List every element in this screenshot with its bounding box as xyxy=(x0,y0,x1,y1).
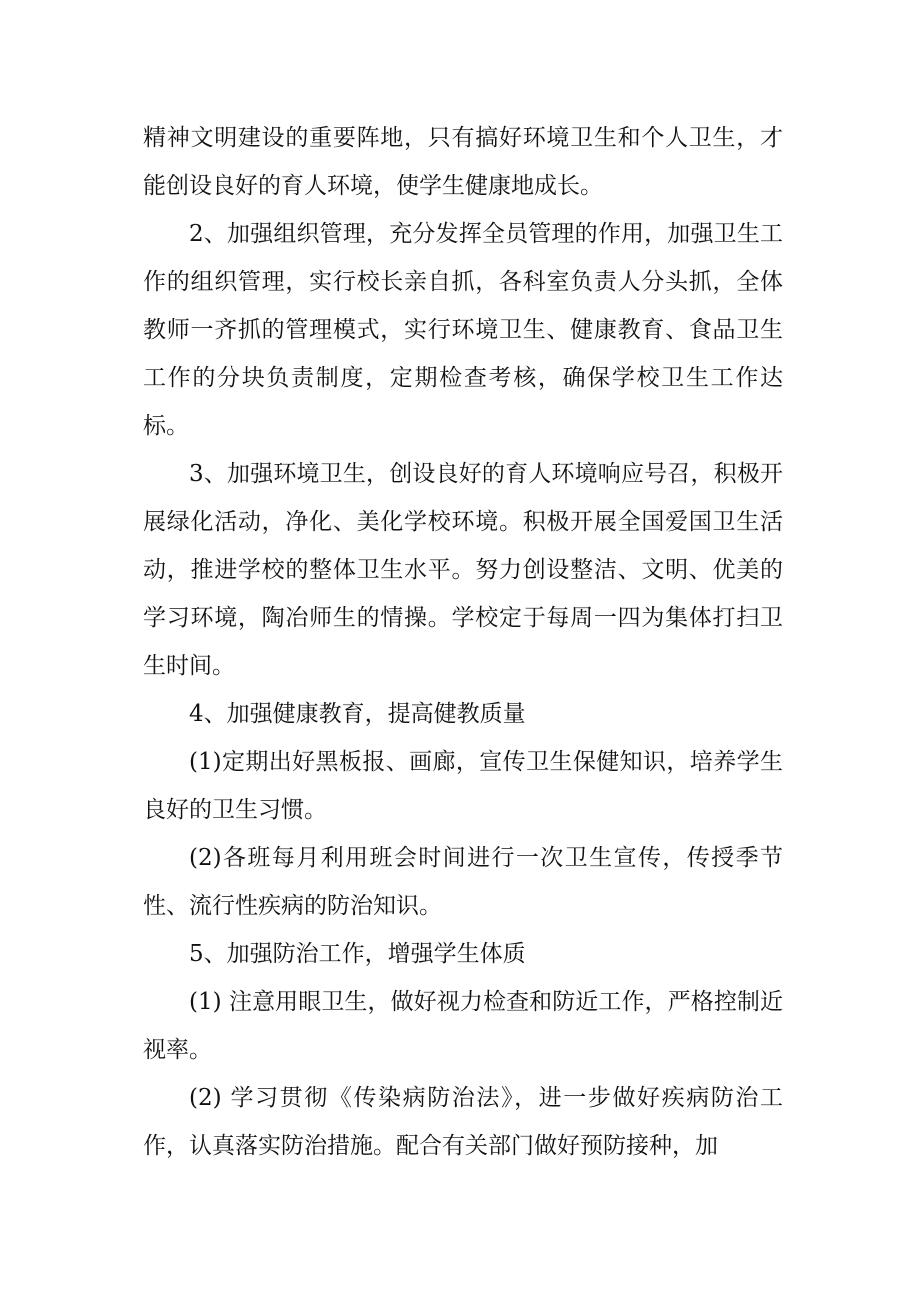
paragraph-prevention-item-1: (1) 注意用眼卫生，做好视力检查和防近工作，严格控制近视率。 xyxy=(143,989,783,1063)
paragraph-health-education-heading: 4、加强健康教育，提高健教质量 xyxy=(189,701,526,727)
paragraph-prevention-heading: 5、加强防治工作，增强学生体质 xyxy=(189,941,526,967)
paragraph-organization-management: 2、加强组织管理，充分发挥全员管理的作用，加强卫生工作的组织管理，实行校长亲自抓，各科室负责人分头抓，全体教师一齐抓的管理模式，实行环境卫生、健康教育、食品卫生工作的分块负责制度，定期检查考核，确保学校卫生工作达标。 xyxy=(143,221,783,439)
paragraph-health-education-item-2: (2)各班每月利用班会时间进行一次卫生宣传，传授季节性、流行性疾病的防治知识。 xyxy=(143,845,783,919)
paragraph-intro-continuation: 精神文明建设的重要阵地，只有搞好环境卫生和个人卫生，才能创设良好的育人环境，使学生健康地成长。 xyxy=(143,125,783,199)
paragraph-prevention-item-2: (2) 学习贯彻《传染病防治法》，进一步做好疾病防治工作，认真落实防治措施。配合有关部门做好预防接种，加 xyxy=(143,1085,783,1159)
document-body xyxy=(143,114,783,1170)
paragraph-environment-hygiene: 3、加强环境卫生，创设良好的育人环境响应号召，积极开展绿化活动，净化、美化学校环境。积极开展全国爱国卫生活动，推进学校的整体卫生水平。努力创设整洁、文明、优美的学习环境，陶冶师生的情操。学校定于每周一四为集体打扫卫生时间。 xyxy=(143,461,783,679)
paragraph-health-education-item-1: (1)定期出好黑板报、画廊，宣传卫生保健知识，培养学生良好的卫生习惯。 xyxy=(143,749,783,823)
